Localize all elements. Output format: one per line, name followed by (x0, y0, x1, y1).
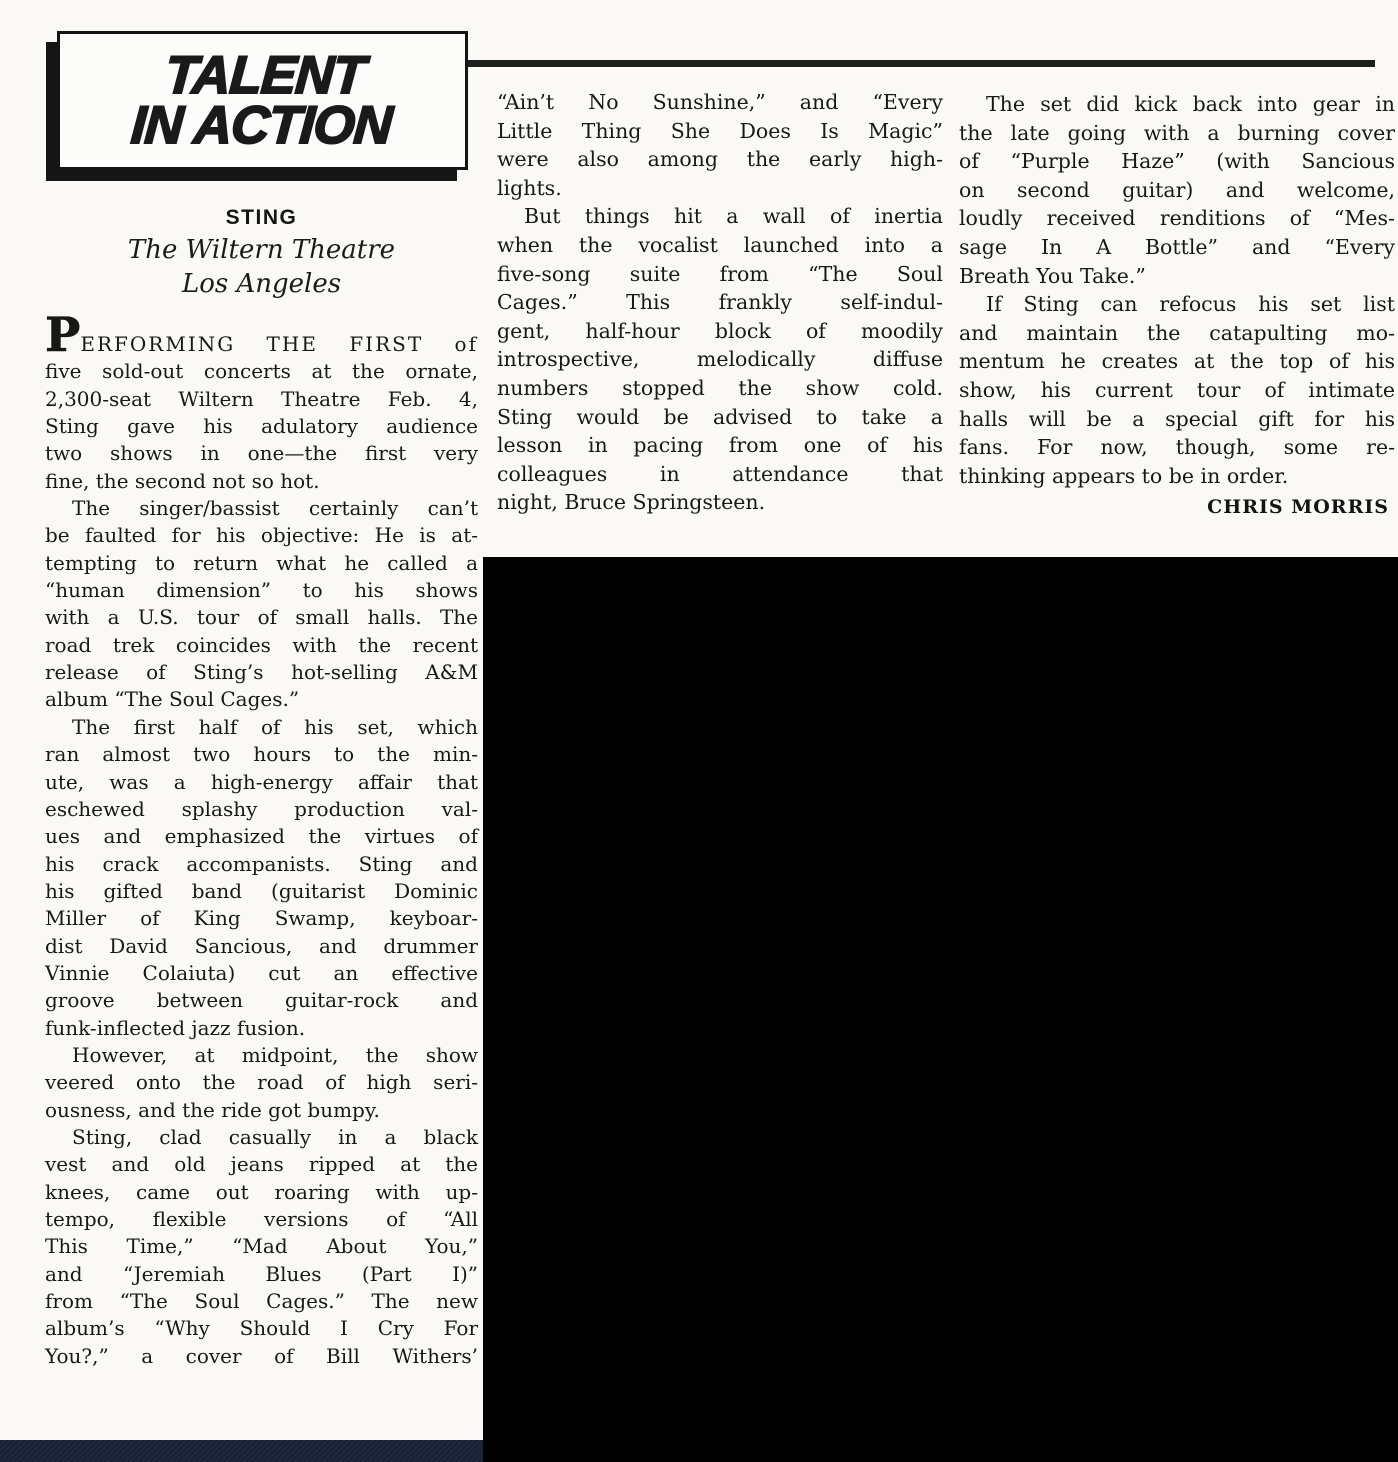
text-line: PERFORMING THE FIRST of (45, 308, 478, 363)
text-line: dist David Sancious, and drummer (45, 933, 478, 958)
text-line: Little Thing She Does Is Magic” (497, 118, 943, 143)
text-line: The first half of his set, which (72, 714, 478, 739)
text-line: eschewed splashy production val- (45, 796, 478, 821)
article-column-3 (959, 90, 1395, 522)
text-line: fans. For now, though, some re- (959, 435, 1395, 460)
text-line: Cages.” This frankly self-indul- (497, 290, 943, 315)
paragraph (959, 290, 1395, 490)
text-line: Sting, clad casually in a black (72, 1124, 478, 1149)
horizontal-rule (468, 60, 1375, 67)
text-line: tempting to return what he called a (45, 550, 478, 575)
text-line: his crack accompanists. Sting and (45, 851, 478, 876)
masthead-title-line2: IN ACTION (128, 95, 393, 155)
text-line: on second guitar) and welcome, (959, 177, 1395, 202)
text-line: five-song suite from “The Soul (497, 261, 943, 286)
talent-in-action-masthead (57, 31, 468, 170)
text-line: and maintain the catapulting mo- (959, 320, 1395, 345)
article-column-2 (497, 88, 943, 517)
text-line: ran almost two hours to the min- (45, 742, 478, 767)
text-line: But things hit a wall of inertia (524, 204, 943, 229)
masthead-title-line1: TALENT (162, 45, 366, 105)
text-line: Breath You Take.” (959, 263, 1146, 288)
text-line: Sting would be advised to take a (497, 404, 943, 429)
text-line: fine, the second not so hot. (45, 468, 320, 493)
text-line: night, Bruce Springsteen. (497, 490, 766, 515)
text-line: lesson in pacing from one of his (497, 433, 943, 458)
text-line: However, at midpoint, the show (72, 1042, 478, 1067)
text-line: Miller of King Swamp, keyboar- (45, 906, 478, 931)
text-line: colleagues in attendance that (497, 461, 943, 486)
artist-heading: STING (225, 206, 298, 229)
text-line: were also among the early high- (497, 147, 943, 172)
raised-initial-cap: P (45, 308, 81, 363)
text-line: of “Purple Haze” (with Sancious (959, 149, 1395, 174)
text-line: show, his current tour of intimate (959, 377, 1395, 402)
text-line: two shows in one—the first very (45, 441, 478, 466)
text-line: from “The Soul Cages.” The new (45, 1289, 478, 1314)
city-name: Los Angeles (181, 269, 342, 299)
text-line: numbers stopped the show cold. (497, 375, 943, 400)
paragraph (959, 90, 1395, 290)
paragraph (45, 495, 478, 714)
text-line: lights. (497, 175, 562, 200)
text-line: veered onto the road of high seri- (45, 1070, 478, 1095)
text-line: You?,” a cover of Bill Withers’ (45, 1343, 478, 1368)
text-line: gent, half-hour block of moodily (497, 318, 943, 343)
text-line: ute, was a high-energy affair that (45, 769, 478, 794)
article-column-1 (45, 308, 478, 1370)
text-line: album “The Soul Cages.” (45, 687, 300, 712)
text-line: Vinnie Colaiuta) cut an effective (45, 960, 478, 985)
paragraph (497, 202, 943, 517)
text-line: “human dimension” to his shows (45, 578, 478, 603)
text-line: loudly received renditions of “Mes- (959, 206, 1395, 231)
text-line: “Ain’t No Sunshine,” and “Every (497, 90, 943, 114)
text-line: album’s “Why Should I Cry For (45, 1316, 478, 1341)
text-line: when the vocalist launched into a (497, 232, 943, 257)
paragraph (497, 88, 943, 202)
text-line: ues and emphasized the virtues of (45, 824, 478, 849)
paragraph (45, 308, 478, 495)
text-line: mentum he creates at the top of his (959, 349, 1395, 374)
text-line: knees, came out roaring with up- (45, 1179, 478, 1204)
text-line: and “Jeremiah Blues (Part I)” (45, 1261, 478, 1286)
text-line: thinking appears to be in order. (959, 463, 1289, 488)
text-line: Sting gave his adulatory audience (45, 414, 478, 439)
text-line: release of Sting’s hot-selling A&M (45, 660, 478, 685)
text-line: road trek coincides with the recent (45, 632, 478, 657)
text-line: the late going with a burning cover (959, 120, 1395, 145)
venue-name: The Wiltern Theatre (127, 235, 396, 265)
text-line: halls will be a special gift for his (959, 406, 1395, 431)
blacked-out-region (483, 557, 1398, 1462)
venue-heading (45, 233, 478, 301)
text-line: If Sting can refocus his set list (986, 292, 1395, 317)
text-line: vest and old jeans ripped at the (45, 1152, 478, 1177)
paragraph (45, 1042, 478, 1124)
paragraph (45, 1124, 478, 1370)
text-line: be faulted for his objective: He is at- (45, 523, 478, 548)
text-line: This Time,” “Mad About You,” (45, 1234, 478, 1259)
byline: CHRIS MORRIS (1207, 496, 1389, 519)
text-line: sage In A Bottle” and “Every (959, 234, 1395, 259)
text-line: 2,300-seat Wiltern Theatre Feb. 4, (45, 386, 478, 411)
masthead-title (128, 45, 396, 155)
article-column-3-text (959, 90, 1395, 490)
text-line: with a U.S. tour of small halls. The (45, 605, 478, 630)
paragraph (45, 714, 478, 1042)
text-line: his gifted band (guitarist Dominic (45, 878, 478, 903)
text-line: funk-inflected jazz fusion. (45, 1015, 306, 1040)
text-line: The singer/bassist certainly can’t (72, 496, 478, 521)
page-bottom-strip (0, 1440, 483, 1462)
text-line: The set did kick back into gear in (986, 92, 1395, 116)
text-line: ousness, and the ride got bumpy. (45, 1097, 380, 1122)
text-line: introspective, melodically diffuse (497, 347, 943, 372)
text-line: groove between guitar-rock and (45, 988, 478, 1013)
text-line: tempo, flexible versions of “All (45, 1207, 478, 1231)
text-line: five sold-out concerts at the ornate, (45, 359, 478, 384)
